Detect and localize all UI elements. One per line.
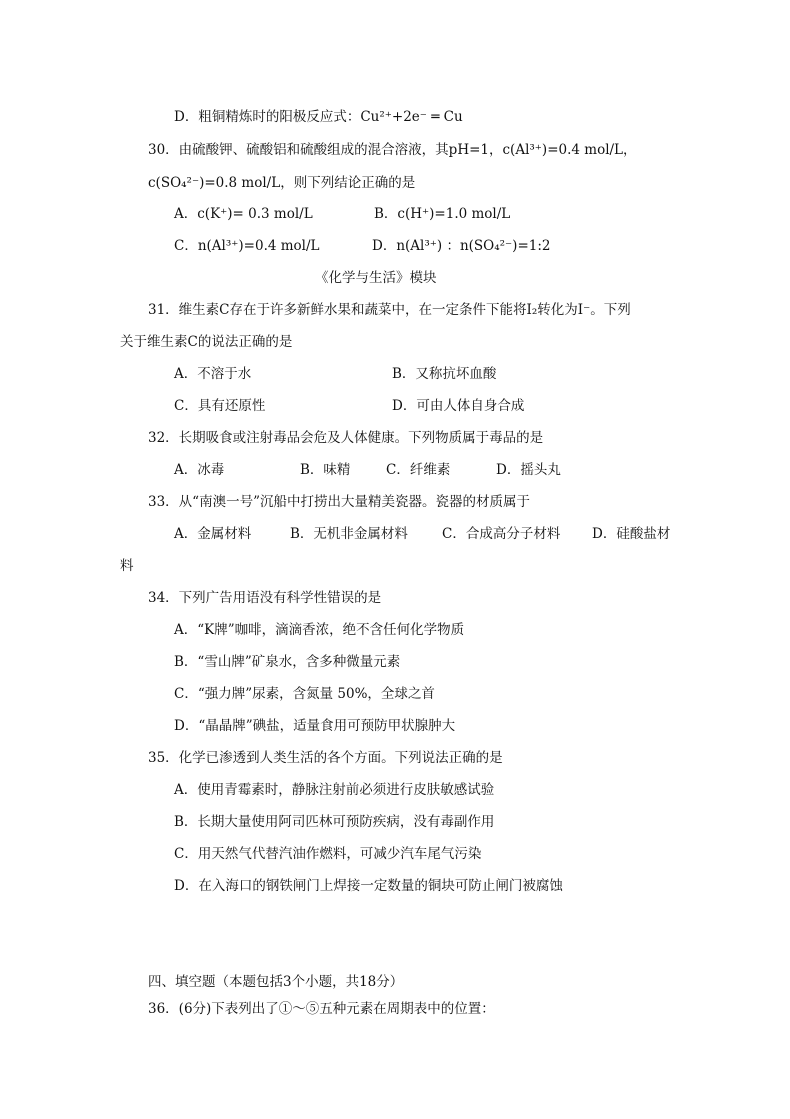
q34-stem: 34．下列广告用语没有科学性错误的是 xyxy=(148,590,382,606)
q32-option-a: A．冰毒 xyxy=(174,462,225,478)
q34-option-a: A．“K牌”咖啡，滴滴香浓，绝不含任何化学物质 xyxy=(174,622,465,638)
q35-option-a: A．使用青霉素时，静脉注射前必须进行皮肤敏感试验 xyxy=(174,782,495,798)
q35-option-d: D．在入海口的钢铁闸门上焊接一定数量的铜块可防止闸门被腐蚀 xyxy=(174,878,563,894)
q29-option-d: D．粗铜精炼时的阳极反应式：Cu²⁺+2e⁻ ═ Cu xyxy=(174,109,463,125)
q35-stem: 35．化学已渗透到人类生活的各个方面。下列说法正确的是 xyxy=(148,750,503,766)
q36-stem: 36．(6分)下表列出了①～⑤五种元素在周期表中的位置： xyxy=(148,1001,495,1017)
q31-option-a: A．不溶于水 xyxy=(174,366,252,382)
q33-option-d: D．硅酸盐材 xyxy=(592,526,671,542)
q33-stem: 33．从“南澳一号”沉船中打捞出大量精美瓷器。瓷器的材质属于 xyxy=(148,494,530,510)
q31-stem-line2: 关于维生素C的说法正确的是 xyxy=(120,334,293,350)
q35-option-b: B．长期大量使用阿司匹林可预防疾病，没有毒副作用 xyxy=(174,814,495,830)
q32-stem: 32．长期吸食或注射毒品会危及人体健康。下列物质属于毒品的是 xyxy=(148,430,544,446)
module-title: 《化学与生活》模块 xyxy=(315,270,437,286)
q32-option-d: D．摇头丸 xyxy=(496,462,561,478)
q33-option-c: C．合成高分子材料 xyxy=(442,526,561,542)
q30-stem-line2: c(SO₄²⁻)=0.8 mol/L，则下列结论正确的是 xyxy=(148,175,416,191)
q30-option-d: D．n(Al³⁺) ：n(SO₄²⁻)=1:2 xyxy=(372,238,551,254)
q31-option-c: C．具有还原性 xyxy=(174,398,266,414)
q32-option-c: C．纤维素 xyxy=(386,462,451,478)
q30-option-c: C．n(Al³⁺)=0.4 mol/L xyxy=(174,238,320,254)
q33-option-d-wrap: 料 xyxy=(120,558,134,574)
section4-title: 四、填空题（本题包括3个小题，共18分） xyxy=(148,974,404,990)
q30-option-a: A．c(K⁺)= 0.3 mol/L xyxy=(174,206,313,222)
q30-option-b: B．c(H⁺)=1.0 mol/L xyxy=(374,206,511,222)
q33-option-b: B．无机非金属材料 xyxy=(290,526,408,542)
q34-option-c: C．“强力牌”尿素，含氮量 50%，全球之首 xyxy=(174,686,435,702)
q30-stem-line1: 30．由硫酸钾、硫酸铝和硫酸组成的混合溶液，其pH=1，c(Al³⁺)=0.4 mol/L， xyxy=(148,142,637,158)
q32-option-b: B．味精 xyxy=(300,462,351,478)
q31-option-d: D．可由人体自身合成 xyxy=(392,398,525,414)
q31-option-b: B．又称抗坏血酸 xyxy=(392,366,497,382)
q34-option-b: B．“雪山牌”矿泉水，含多种微量元素 xyxy=(174,654,401,670)
q31-stem-line1: 31．维生素C存在于许多新鲜水果和蔬菜中，在一定条件下能将I₂转化为I⁻。下列 xyxy=(148,302,631,318)
q33-option-a: A．金属材料 xyxy=(174,526,252,542)
q35-option-c: C．用天然气代替汽油作燃料，可减少汽车尾气污染 xyxy=(174,846,482,862)
q34-option-d: D．“晶晶牌”碘盐，适量食用可预防甲状腺肿大 xyxy=(174,718,456,734)
